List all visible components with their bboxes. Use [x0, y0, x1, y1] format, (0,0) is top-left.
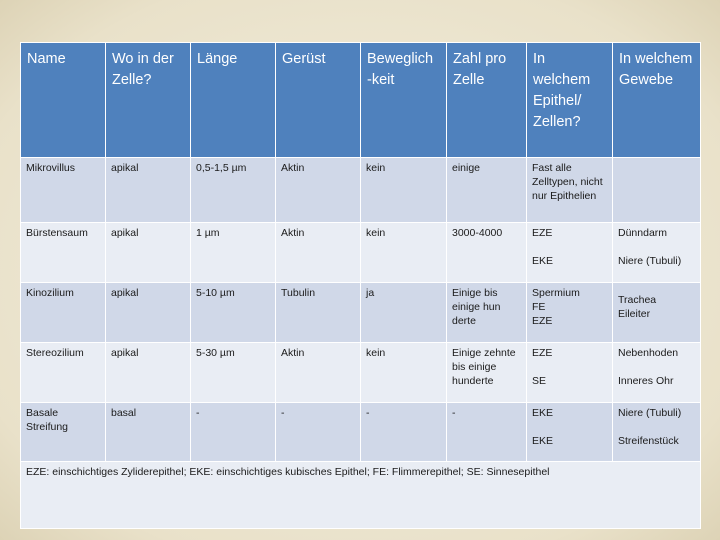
cell-zahl: -: [447, 403, 527, 462]
table-row-kinozilium: [21, 283, 701, 343]
footnote-row: [21, 462, 701, 529]
cell-wo: apikal: [106, 283, 191, 343]
cell-geruest: Aktin: [276, 158, 361, 223]
table-row-basale-streifung: [21, 403, 701, 462]
cell-epithel: [527, 343, 613, 403]
cell-zahl: einige: [447, 158, 527, 223]
cell-epithel: [527, 223, 613, 283]
cell-epithel: [527, 283, 613, 343]
epithel-line: EZE: [532, 227, 553, 239]
cell-laenge: 0,5-1,5 µm: [191, 158, 276, 223]
cell-epithel: [527, 403, 613, 462]
epithel-line: EKE: [532, 435, 554, 447]
cell-wo: basal: [106, 403, 191, 462]
gewebe-line: Inneres Ohr: [618, 375, 674, 387]
cell-beweglichkeit: -: [361, 403, 447, 462]
cell-laenge: 5-10 µm: [191, 283, 276, 343]
cell-beweglichkeit: kein: [361, 223, 447, 283]
cell-name: Stereozilium: [21, 343, 106, 403]
cell-gewebe: [613, 343, 701, 403]
cell-laenge: 5-30 µm: [191, 343, 276, 403]
cell-zahl: 3000-4000: [447, 223, 527, 283]
table-row-stereozilium: [21, 343, 701, 403]
cell-beweglichkeit: ja: [361, 283, 447, 343]
epithel-line: Spermium: [532, 287, 580, 299]
cell-name: Bürstensaum: [21, 223, 106, 283]
header-beweglichkeit: Beweglich -keit: [361, 43, 447, 158]
cell-gewebe: [613, 403, 701, 462]
header-epithel: In welchem Epithel/ Zellen?: [527, 43, 613, 158]
cell-epithel: Fast alle Zelltypen, nicht nur Epithelien: [527, 158, 613, 223]
slide: [20, 42, 700, 524]
table-row-mikrovillus: [21, 158, 701, 223]
gewebe-line: Niere (Tubuli): [618, 407, 682, 419]
cell-beweglichkeit: kein: [361, 343, 447, 403]
epithel-line: FE: [532, 301, 546, 313]
header-laenge: Länge: [191, 43, 276, 158]
cell-laenge: 1 µm: [191, 223, 276, 283]
cell-wo: apikal: [106, 343, 191, 403]
header-name: Name: [21, 43, 106, 158]
organelle-table: [20, 42, 701, 529]
cell-beweglichkeit: kein: [361, 158, 447, 223]
cell-geruest: Aktin: [276, 223, 361, 283]
gewebe-line: Trachea: [618, 294, 657, 306]
header-gewebe: In welchem Gewebe: [613, 43, 701, 158]
cell-laenge: -: [191, 403, 276, 462]
cell-name: Basale Streifung: [21, 403, 106, 462]
cell-wo: apikal: [106, 158, 191, 223]
cell-zahl: Einige zehnte bis einige hunderte: [447, 343, 527, 403]
header-zahl: Zahl pro Zelle: [447, 43, 527, 158]
cell-gewebe: [613, 158, 701, 223]
cell-name: Mikrovillus: [21, 158, 106, 223]
header-geruest: Gerüst: [276, 43, 361, 158]
cell-zahl: Einige bis einige hun derte: [447, 283, 527, 343]
header-wo: Wo in der Zelle?: [106, 43, 191, 158]
epithel-line: EZE: [532, 347, 553, 359]
gewebe-line: Dünndarm: [618, 227, 668, 239]
gewebe-line: Eileiter: [618, 308, 651, 320]
header-row: [21, 43, 701, 158]
epithel-line: SE: [532, 375, 547, 387]
cell-wo: apikal: [106, 223, 191, 283]
cell-gewebe: [613, 223, 701, 283]
gewebe-line: Nebenhoden: [618, 347, 679, 359]
footnote: EZE: einschichtiges Zyliderepithel; EKE: einschichtiges kubisches Epithel; FE: Flimmerepithel; SE: Sinnesepithel: [21, 462, 701, 529]
cell-gewebe: [613, 283, 701, 343]
cell-geruest: Tubulin: [276, 283, 361, 343]
gewebe-line: Niere (Tubuli): [618, 255, 682, 267]
gewebe-line: Streifenstück: [618, 435, 679, 447]
cell-name: Kinozilium: [21, 283, 106, 343]
epithel-line: EKE: [532, 255, 554, 267]
cell-geruest: Aktin: [276, 343, 361, 403]
table-row-buerstensaum: [21, 223, 701, 283]
cell-geruest: -: [276, 403, 361, 462]
epithel-line: EKE: [532, 407, 554, 419]
epithel-line: EZE: [532, 315, 553, 327]
